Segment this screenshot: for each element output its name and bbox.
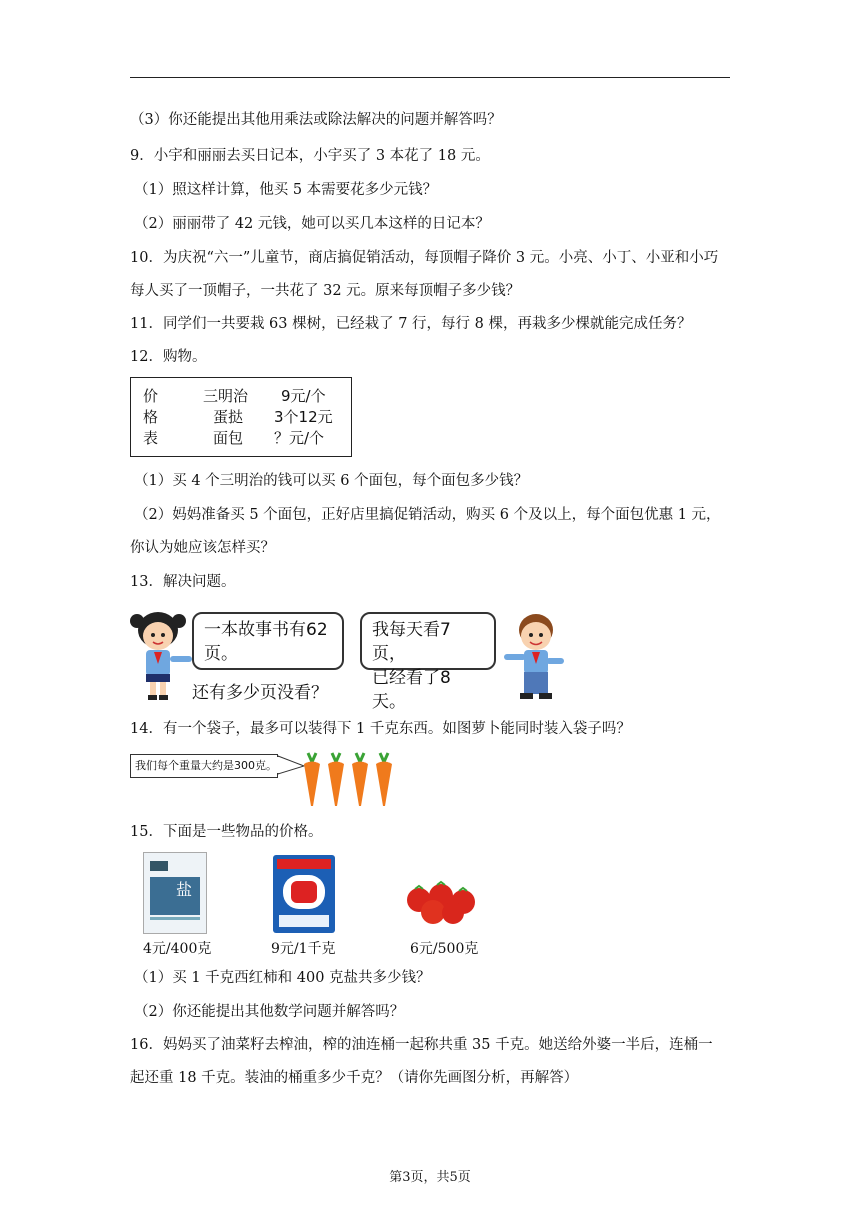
q12-part1: （1）买 4 个三明治的钱可以买 6 个面包，每个面包多少钱？ <box>134 473 529 489</box>
q10-stem-line1: 10．为庆祝“六一”儿童节，商店搞促销活动，每顶帽子降价 3 元。小亮、小丁、小亚和小巧 <box>130 250 719 266</box>
tomatoes-icon <box>403 878 479 926</box>
carrots-icon <box>302 750 402 808</box>
price-row-sandwich: 价 三明治 9元/个 <box>143 387 326 405</box>
price-row-tart: 格 蛋挞 3个12元 <box>143 408 333 426</box>
right-speech-bubble: 我每天看7页， 已经看了8天。 <box>360 612 496 670</box>
top-rule <box>130 77 730 78</box>
q10-stem-line2: 每人买了一顶帽子，一共花了 32 元。原来每顶帽子多少钱？ <box>130 283 521 299</box>
q12-part2-line2: 你认为她应该怎样买？ <box>130 540 275 556</box>
page-footer: 第3页，共5页 <box>389 1170 471 1185</box>
q13-question: 还有多少页没看？ <box>192 683 328 703</box>
q9-stem: 9．小宇和丽丽去买日记本，小宇买了 3 本花了 18 元。 <box>130 148 490 164</box>
q15-part1: （1）买 1 千克西红柿和 400 克盐共多少钱？ <box>134 970 431 986</box>
left-speech-bubble: 一本故事书有62 页。 <box>192 612 344 670</box>
q14-stem: 14．有一个袋子，最多可以装得下 1 千克东西。如图萝卜能同时装入袋子吗？ <box>130 721 631 737</box>
tomato-price: 6元/500克 <box>410 941 479 957</box>
q13-stem: 13．解决问题。 <box>130 574 236 590</box>
salt-price: 4元/400克 <box>143 941 212 957</box>
q16-stem-line1: 16．妈妈买了油菜籽去榨油，榨的油连桶一起称共重 35 千克。她送给外婆一半后，连桶一 <box>130 1037 713 1053</box>
q12-part2-line1: （2）妈妈准备买 5 个面包，正好店里搞促销活动，购买 6 个及以上，每个面包优惠 1 元， <box>134 507 721 523</box>
salt-pack-icon: 盐 <box>143 852 207 934</box>
girl-figure-icon <box>128 606 194 702</box>
washing-powder-icon <box>273 855 335 933</box>
boy-figure-icon <box>500 608 570 704</box>
q12-stem: 12．购物。 <box>130 349 207 365</box>
q11-stem: 11．同学们一共要栽 63 棵树，已经栽了 7 行，每行 8 棵，再栽多少棵就能完成任务？ <box>130 316 692 332</box>
q15-part2: （2）你还能提出其他数学问题并解答吗？ <box>134 1004 405 1020</box>
q8-part3: （3）你还能提出其他用乘法或除法解决的问题并解答吗？ <box>130 112 502 128</box>
carrot-weight-note: 我们每个重量大约是300克。 <box>130 754 278 778</box>
q9-part1: （1）照这样计算，他买 5 本需要花多少元钱？ <box>134 182 438 198</box>
price-table <box>130 377 352 457</box>
price-row-bread: 表 面包 ？元/个 <box>143 429 325 447</box>
q15-stem: 15．下面是一些物品的价格。 <box>130 824 323 840</box>
powder-price: 9元/1千克 <box>271 941 336 957</box>
q16-stem-line2: 起还重 18 千克。装油的桶重多少千克？（请你先画图分析，再解答） <box>130 1070 579 1086</box>
q9-part2: （2）丽丽带了 42 元钱，她可以买几本这样的日记本？ <box>134 216 490 232</box>
